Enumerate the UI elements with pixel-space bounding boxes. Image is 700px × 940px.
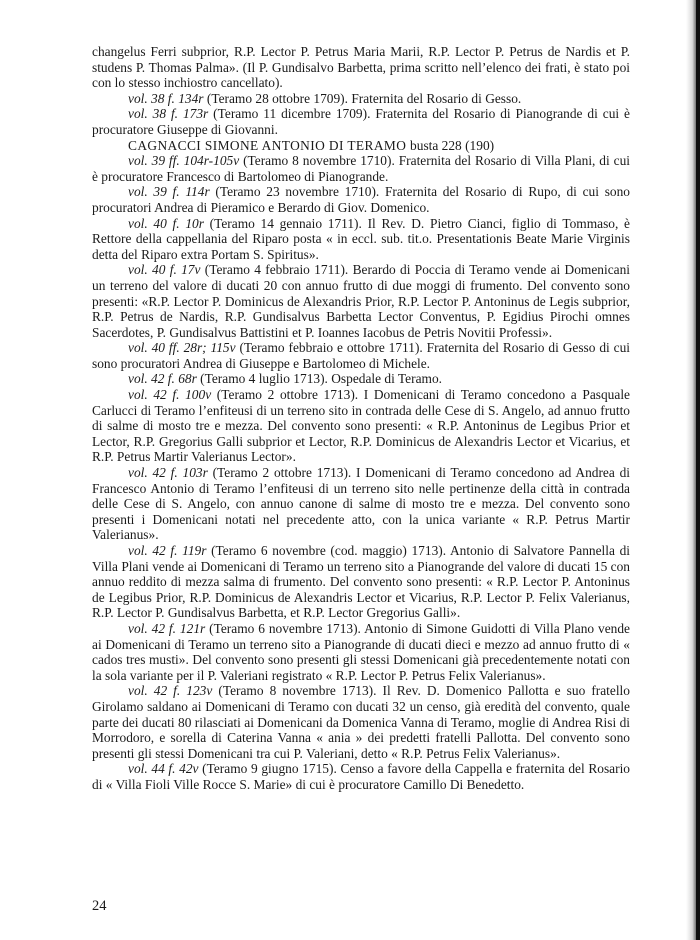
archive-reference: vol. 38 f. 134r xyxy=(128,90,204,106)
entry xyxy=(92,371,630,387)
section-title: CAGNACCI SIMONE ANTONIO DI TERAMO xyxy=(128,137,407,153)
paragraph-entry xyxy=(92,91,630,107)
entry-text: (Teramo 4 luglio 1713). Ospedale di Teramo. xyxy=(196,371,442,387)
page-number: 24 xyxy=(92,898,107,914)
entry xyxy=(92,262,630,340)
archive-reference: vol. 40 f. 17v xyxy=(128,262,201,278)
entry xyxy=(92,184,630,215)
entry xyxy=(92,621,630,683)
paragraph-text: (Teramo 11 dicembre 1709). Fraternita del Rosario di Pianogrande di cui è procuratore Giuseppe di Giovanni. xyxy=(92,106,630,137)
entry xyxy=(92,761,630,792)
entry-text: (Teramo 6 novembre (cod. maggio) 1713). Antonio di Salvatore Pannella di Villa Plani vende ai Domenicani di Teramo un terreno sito a Pianogrande del valore di ducati 15 con annuo reddito di mezza salma di frumento. Del convento sono presenti: « R.P. Lector P. Antoninus de Legibus Prior, R.P. Dominicus de Alexandris Lector et Vicarius, R.P. Lector P. Felix Valerianus, R.P. Lector P. Gundisalvus Barbetta, et R.P. Lector Gregorius Galli». xyxy=(92,543,630,621)
archive-reference: vol. 42 f. 121r xyxy=(128,620,206,636)
archive-reference: vol. 42 f. 119r xyxy=(128,543,207,558)
entry-text: (Teramo 9 giugno 1715). Censo a favore della Cappella e fraternita del Rosario di « Villa Fioli Ville Rocce S. Marie» di cui è procuratore Camillo Di Benedetto. xyxy=(92,761,631,792)
archive-reference: vol. 39 f. 114r xyxy=(128,184,210,200)
archive-reference: vol. 38 f. 173r xyxy=(128,106,209,122)
entry-text: (Teramo 23 novembre 1710). Fraternita del Rosario di Rupo, di cui sono procuratori Andrea di Pieramico e Berardo di Giov. Domenico. xyxy=(92,184,630,215)
paragraph-text: (Teramo 28 ottobre 1709). Fraternita del Rosario di Gesso. xyxy=(203,90,522,106)
paragraph-text: changelus Ferri subprior, R.P. Lector P. Petrus Maria Marii, R.P. Lector P. Petrus de Nardis et P. studens P. Thomas Palma». (Il P. Gundisalvo Barbetta, prima scritto nell’elenco dei frati, è stato poi con lo stesso inchiostro cancellato). xyxy=(92,44,630,91)
paragraph-entry xyxy=(92,106,630,137)
entry xyxy=(92,153,630,184)
archive-reference: vol. 42 f. 123v xyxy=(128,683,213,699)
entry-text: (Teramo 8 novembre 1713). Il Rev. D. Domenico Pallotta e suo fratello Girolamo saldano ai Domenicani di Teramo con ducati 32 un censo, già eredità del convento, quale parte dei ducati 80 rilasciati ai Domenicani da Domenica Vanna di Teramo, moglie di Andrea Risi di Morrodoro, e sorella di Caterina Vanna « ania » dei predetti fratelli Pallotta. Del convento sono presenti gli stessi Domenicani tra cui P. Valeriani, detto « R.P. Petrus Felix Valerianus». xyxy=(92,683,630,761)
entry xyxy=(92,683,630,761)
archive-reference: vol. 42 f. 103r xyxy=(128,465,208,481)
archive-reference: vol. 42 f. 100v xyxy=(128,387,212,403)
entry xyxy=(92,465,630,543)
entry-text: (Teramo 4 febbraio 1711). Berardo di Poccia di Teramo vende ai Domenicani un terreno del valore di ducati 20 con annuo frutto di due moggi di frumento. Del convento sono presenti: «R.P. Lector P. Dominicus de Alexandris Prior, R.P. Lector P. Antoninus de Legis subprior, R.P. Petrus de Nardis, R.P. Gundisalvus Barbetta Lector Conventus, P. Egidius Pirochi omnes Sacerdotes, P. Gundisalvus Battistini et P. Ioannes Iacobus de Petris Novitii Professi». xyxy=(92,262,630,340)
section-box: busta 228 (190) xyxy=(410,137,495,153)
archive-reference: vol. 40 f. 10r xyxy=(128,215,204,231)
entry-text: (Teramo 14 gennaio 1711). Il Rev. D. Pietro Cianci, figlio di Tommaso, è Rettore della cappellania del Riparo posta « in eccl. sub. tit.o. Presentationis Beate Marie Virginis detta del Riparo extra Portam S. Spiritus». xyxy=(92,215,630,262)
entry xyxy=(92,340,630,371)
entry-text: (Teramo 6 novembre 1713). Antonio di Simone Guidotti di Villa Plano vende ai Domenicani di Teramo un terreno sito a Pianogrande di ducati dieci e mezzo ad annuo frutto di « cados tres musti». Del convento sono presenti gli stessi Domenicani già precedentemente notati con la sola variante per il P. Valeriani registrato « R.P. Lector P. Petrus Felix Valerianus». xyxy=(92,620,630,683)
entry xyxy=(92,387,630,465)
entry-text: (Teramo 2 ottobre 1713). I Domenicani di Teramo concedono a Pasquale Carlucci di Teramo l’enfiteusi di un terreno sito in contrada delle Cese di S. Angelo, ad annuo frutto di salme di mosto tre e mezza. Del convento sono presenti: « R.P. Antoninus de Legibus Prior et Lector, R.P. Gregorius Galli subprior et Lector, R.P. Dominicus de Alexandris Lector et Vicarius, et R.P. Petrus Martir Valerianus Lector». xyxy=(92,387,630,465)
entry-text: (Teramo 8 novembre 1710). Fraternita del Rosario di Villa Plani, di cui è procuratore Francesco di Bartolomeo di Pianogrande. xyxy=(92,153,630,184)
page-edge-dark xyxy=(696,0,700,940)
archive-reference: vol. 39 ff. 104r-105v xyxy=(128,153,240,169)
archive-reference: vol. 44 f. 42v xyxy=(128,761,199,777)
entry-text: (Teramo febbraio e ottobre 1711). Fraternita del Rosario di Gesso di cui sono procuratori Andrea di Giuseppe e Bartolomeo di Michele. xyxy=(92,340,630,371)
entry xyxy=(92,543,630,621)
entry xyxy=(92,216,630,263)
section-heading xyxy=(92,138,630,154)
entry-text: (Teramo 2 ottobre 1713). I Domenicani di Teramo concedono ad Andrea di Francesco Antonio di Teramo l’enfiteusi di un terreno sito nelle pertinenze della città in contrada delle Cese di S. Angelo, con annuo canone di salme di mosto tre e mezza. Del convento sono presenti i Domenicani notati nel precedente atto, con la unica variante « R.P. Petrus Martir Valerianus». xyxy=(92,465,630,543)
paragraph-continued xyxy=(92,44,630,91)
archive-reference: vol. 42 f. 68r xyxy=(128,371,197,387)
archive-reference: vol. 40 ff. 28r; 115v xyxy=(128,340,236,356)
document-page xyxy=(92,44,630,793)
